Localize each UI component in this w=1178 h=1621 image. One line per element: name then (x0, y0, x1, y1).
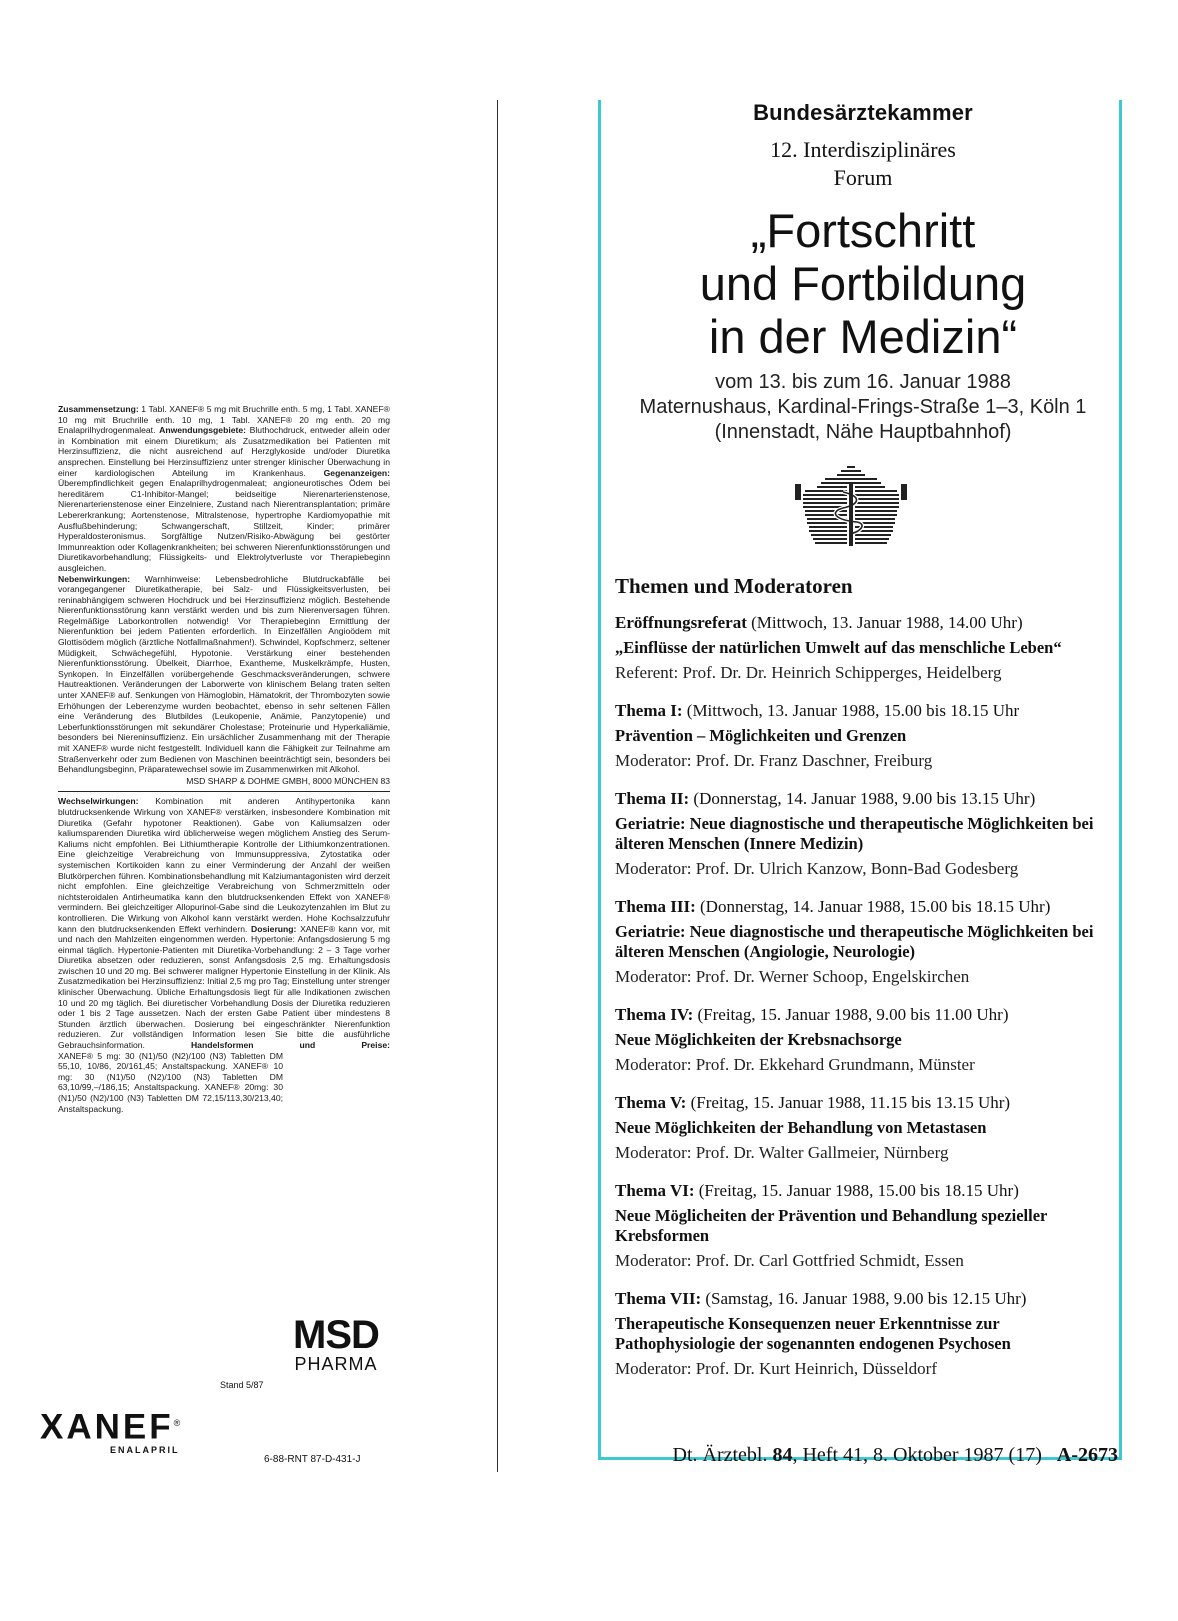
session-header (615, 612, 1109, 634)
contraindications-label: Gegenanzeigen: (323, 467, 390, 478)
drug-ad-text (58, 404, 390, 1114)
generic-name: ENALAPRIL (110, 1444, 180, 1455)
session-topic: Neue Möglichkeiten der Krebsnachsorge (615, 1030, 902, 1049)
session-moderator: Moderator: Prof. Dr. Kurt Heinrich, Düsseldorf (615, 1359, 937, 1378)
session-topic: Therapeutische Konsequenzen neuer Erkenntnisse zur Pathophysiologie der sogenannten endogenen Psychosen (615, 1314, 1011, 1353)
journal-issue: , Heft 41, 8. Oktober 1987 (17) (792, 1444, 1042, 1466)
ad-paragraph-interactions (58, 796, 390, 1114)
forum-line-2: Forum (833, 165, 893, 190)
venue-line-1: Maternushaus, Kardinal-Frings-Straße 1–3, Köln 1 (639, 396, 1087, 418)
session-header (615, 700, 1109, 722)
session-header (615, 788, 1109, 810)
organizer: Bundesärztekammer (753, 100, 973, 125)
page-footer (598, 1444, 1118, 1467)
date-venue (601, 370, 1125, 445)
packaging-text: XANEF® 5 mg: 30 (N1)/50 (N2)/100 (N3) Tabletten DM 55,10, 10/86, 20/161,45; Anstaltspackung. XANEF® 10 mg: 30 (N1)/50 (N2)/100 (N3) Tabletten DM 63,10/99,–/186,15; Anstaltspackung. XANEF® 20mg: 30 (N1)/50 (N2)/100 (N3) Tabletten DM 72,15/113,30/213,40; Anstaltspackung. (58, 1050, 283, 1114)
session-time: (Freitag, 15. Januar 1988, 11.15 bis 13.15 Uhr) (690, 1093, 1011, 1112)
forum-announcement-box (598, 100, 1122, 1460)
session-item (615, 1288, 1109, 1380)
session-time: (Donnerstag, 14. Januar 1988, 15.00 bis 18.15 Uhr) (700, 897, 1051, 916)
session-topic: Neue Möglichkeiten der Behandlung von Metastasen (615, 1118, 987, 1137)
session-label: Thema III: (615, 897, 696, 916)
venue-line-2: (Innenstadt, Nähe Hauptbahnhof) (714, 421, 1012, 443)
composition-label: Zusammensetzung: (58, 404, 139, 414)
session-list (615, 612, 1109, 1396)
forum-title (601, 204, 1125, 363)
session-moderator: Referent: Prof. Dr. Dr. Heinrich Schipperges, Heidelberg (615, 663, 1002, 682)
session-item (615, 1092, 1109, 1164)
indications-label: Anwendungsgebiete: (159, 425, 247, 436)
session-header (615, 1092, 1109, 1114)
title-line-2: und Fortbildung (699, 257, 1027, 310)
interactions-text: Kombination mit anderen Antihypertonika kann blutdrucksenkende Wirkung von XANEF® verstärken, insbesondere Kombination mit Diuretika (Gefahr hypotoner Reaktionen). Gabe von Kaliumsalzen oder kaliumsparenden Diuretika wird üblicherweise wegen möglichem Anstieg des Serum-Kaliums nicht empfohlen. Bei Lithiumtherapie Kontrolle der Lithiumkonzentrationen. Eine gleichzeitige Verabreichung von Immunsuppressiva, Zytostatika oder systemischen Kortikoiden kann zu einer Verminderung der Anzahl der weißen Blutkörperchen führen. Kombinationsbehandlung mit Kalziumantagonisten wird derzeit nicht empfohlen. Eine gleichzeitige Verabreichung von Schmerzmitteln oder nichtsteroidalen Antirheumatika kann den blutdrucksenkenden Effekt von XANEF® vermindern. Bei gleichzeitiger Allopurinol-Gabe sind die Leukozytenzahlen im Blut zu kontrollieren. Die Wirkung von Alkohol kann verstärkt werden. Hohe Kochsalzzufuhr kann den blutdrucksenkenden Effekt verhindern. (58, 796, 391, 934)
session-topic: Prävention – Möglichkeiten und Grenzen (615, 726, 907, 745)
journal-name: Dt. Ärztebl. (672, 1444, 768, 1466)
session-item (615, 1004, 1109, 1076)
aesculapius-crown-emblem-icon (791, 466, 911, 553)
session-label: Thema V: (615, 1093, 687, 1112)
ad-paragraph-main (58, 404, 390, 574)
date-line: vom 13. bis zum 16. Januar 1988 (715, 371, 1011, 393)
session-moderator: Moderator: Prof. Dr. Franz Daschner, Freiburg (615, 751, 933, 770)
session-label: Thema VI: (615, 1181, 695, 1200)
contraindications-text: Überempfindlichkeit gegen Enalaprilhydrogenmaleat; angioneurotisches Ödem bei hereditärem C1-Inhibitor-Mangel; beidseitige Nierenarterienstenose, Nierenarterienstenose einer Einzelniere, Zustand nach Nierentransplantation; primäre Lebererkrankung; Aortenstenose, Mitralstenose, hypertrophe Kardiomyopathie mit Ausflußbehinderung; Schwangerschaft, Stillzeit, Kinder; primärer Hyperaldosteronismus. Sorgfältige Nutzen/Risiko-Abwägung bei gestörter Immunreaktion oder Kollagenkrankheiten; bei schweren Nierenfunktionsstörungen und Diuretikavorbehandlung; Flüssigkeits- und Elektrolytverluste vor Therapiebeginn ausgleichen. (58, 478, 390, 573)
session-label: Thema I: (615, 701, 683, 720)
msd-pharma-logo (286, 1313, 386, 1374)
session-moderator: Moderator: Prof. Dr. Walter Gallmeier, Nürnberg (615, 1143, 949, 1162)
stand-date: Stand 5/87 (220, 1380, 264, 1390)
session-header (615, 1288, 1109, 1310)
session-header (615, 1004, 1109, 1026)
dosage-text: XANEF® kann vor, mit und nach den Mahlzeiten eingenommen werden. Hypertonie: Anfangsdosierung 5 mg einmal täglich. Hypertonie-Patienten mit Diuretika-Vorbehandlung: 2 – 3 Tage vorher Diuretika absetzen oder reduzieren, sonst Anfangsdosis 2,5 mg. Erhaltungsdosis zwischen 10 und 20 mg. Bei schwerer maligner Hypertonie Einstellung in der Klinik. Als Zusatzmedikation bei Herzinsuffizienz: Initial 2,5 mg pro Tag; Einstellung unter strenger klinischer Überwachung. Übliche Erhaltungsdosis liegt für alle Indikationen zwischen 10 und 20 mg täglich. Bei diuretischer Vorbehandlung Dosis der Diuretika reduzieren oder 1 bis 2 Tage aussetzen. Nach der ersten Gabe Patient über mindestens 8 Stunden ärztlich überwachen. Dosierung bei eingeschränkter Nierenfunktion reduzieren. Zur vollständigen Information lesen Sie bitte die ausführliche Gebrauchsinformation. (58, 923, 390, 1051)
session-time: (Freitag, 15. Januar 1988, 15.00 bis 18.15 Uhr) (698, 1181, 1019, 1200)
session-moderator: Moderator: Prof. Dr. Carl Gottfried Schmidt, Essen (615, 1251, 964, 1270)
registered-mark: ® (173, 1418, 184, 1428)
forum-line-1: 12. Interdisziplinäres (770, 137, 956, 162)
msd-logo-text: MSD (293, 1313, 379, 1357)
interactions-label: Wechselwirkungen: (58, 796, 139, 807)
title-line-1: „Fortschritt (750, 204, 976, 257)
section-heading: Themen und Moderatoren (615, 574, 853, 598)
session-topic: Neue Möglicheiten der Prävention und Behandlung spezieller Krebsformen (615, 1206, 1048, 1245)
session-moderator: Moderator: Prof. Dr. Ekkehard Grundmann, Münster (615, 1055, 975, 1074)
pharma-logo-text: PHARMA (294, 1354, 378, 1374)
session-item (615, 612, 1109, 684)
session-time: (Donnerstag, 14. Januar 1988, 9.00 bis 13.15 Uhr) (693, 789, 1036, 808)
column-divider (497, 100, 498, 1472)
dosage-label: Dosierung: (251, 923, 297, 934)
session-topic: „Einflüsse der natürlichen Umwelt auf das menschliche Leben“ (615, 638, 1062, 657)
session-moderator: Moderator: Prof. Dr. Ulrich Kanzow, Bonn-Bad Godesberg (615, 859, 1019, 878)
session-label: Thema VII: (615, 1289, 702, 1308)
session-item (615, 788, 1109, 880)
session-moderator: Moderator: Prof. Dr. Werner Schoop, Engelskirchen (615, 967, 970, 986)
session-topic: Geriatrie: Neue diagnostische und therapeutische Möglichkeiten bei älteren Menschen (Angiologie, Neurologie) (615, 922, 1094, 961)
manufacturer-line: MSD SHARP & DOHME GMBH, 8000 MÜNCHEN 83 (186, 775, 390, 786)
session-header (615, 1180, 1109, 1202)
session-label: Thema IV: (615, 1005, 694, 1024)
session-label: Eröffnungsreferat (615, 613, 747, 632)
divider-line (58, 791, 390, 792)
side-effects-text: Warnhinweise: Lebensbedrohliche Blutdruckabfälle bei vorangegangener Diuretikatherapie, bei Salz- und Flüssigkeitsverlusten, bei reninabhängigem schweren Hochdruck und bei Herzinsuffizienz möglich. Bestehende Nierenfunktionsstörung kann verstärkt werden und bis zum Nierenversagen führen. Regelmäßige Laborkontrollen notwendig! Vor Therapiebeginn Ermittlung der Nierenfunktion bei jedem Patienten erforderlich. In Einzelfällen Angioödem mit Glottisödem möglich (ärztliche Notfallmaßnahmen!). Schwindel, Kopfschmerz, seltener Müdigkeit, Schwächegefühl, Hypotonie. Verstärkung einer bestehenden Nierenfunktionsstörung. Übelkeit, Diarrhoe, Exantheme, Muskelkrämpfe, Husten, Synkopen. In Einzelfällen vorübergehende Geschmacksveränderungen, schwere Hautreaktionen. Veränderungen der Laborwerte von klinischem Belang traten selten unter XANEF® auf. Senkungen von Hämoglobin, Hämatokrit, der Thrombozyten sowie Erhöhungen der Leberenzyme wurden beobachtet, ebenso in sehr seltenen Fällen eine Veränderung des Blutbildes (Leukopenie, Anämie, Panzytopenie) und Leberfunktionsstörungen mit sekundärer Cholestase; Proteinurie und Hyperkaliämie, besonders bei Niereninsuffizienz. Ein ursächlicher Zusammenhang mit der Therapie mit XANEF® wurde nicht festgestellt. Individuell kann die Fähigkeit zur Teilnahme am Straßenverkehr oder zum Bedienen von Maschinen beeinträchtigt sein, besonders bei Behandlungsbeginn, Präparatewechsel sowie im Zusammenwirken mit Alkohol. (58, 573, 390, 775)
session-header (615, 896, 1109, 918)
session-time: (Mittwoch, 13. Januar 1988, 14.00 Uhr) (751, 613, 1023, 632)
composition-text: 1 Tabl. XANEF® 5 mg mit Bruchrille enth. 5 mg, 1 Tabl. XANEF® 10 mg mit Bruchrille enth. 10 mg, 1 Tabl. XANEF® 20 mg enth. 20 mg Enalaprilhydrogenmaleat. (58, 404, 390, 436)
page-number: A-2673 (1056, 1444, 1118, 1466)
session-time: (Mittwoch, 13. Januar 1988, 15.00 bis 18.15 Uhr (686, 701, 1020, 720)
session-time: (Freitag, 15. Januar 1988, 9.00 bis 11.00 Uhr) (697, 1005, 1009, 1024)
ad-paragraph-side-effects (58, 574, 390, 775)
side-effects-label: Nebenwirkungen: (58, 573, 131, 584)
session-item (615, 700, 1109, 772)
session-item (615, 896, 1109, 988)
session-time: (Samstag, 16. Januar 1988, 9.00 bis 12.15 Uhr) (705, 1289, 1027, 1308)
title-line-3: in der Medizin“ (708, 310, 1018, 363)
journal-volume: 84 (772, 1444, 793, 1466)
packaging-label: Handelsformen und Preise: (190, 1040, 390, 1051)
session-item (615, 1180, 1109, 1272)
indications-text: Bluthochdruck, entweder allein oder in Kombination mit einem Diuretikum; als Zusatzmedikation bei Patienten mit Herzinsuffizienz, die nicht ausreichend auf Herzglykoside und/oder Diuretika ansprechen. Einstellung bei Herzinsuffizienz unter strenger klinischer Überwachung in einer kardiologischen Abteilung im Krankenhaus. (58, 425, 391, 478)
session-topic: Geriatrie: Neue diagnostische und therapeutische Möglichkeiten bei älteren Menschen (Innere Medizin) (615, 814, 1094, 853)
ad-reference-code: 6-88-RNT 87-D-431-J (264, 1454, 361, 1465)
brand-name: XANEF (40, 1407, 174, 1447)
session-label: Thema II: (615, 789, 690, 808)
xanef-brand-logo (40, 1406, 183, 1455)
forum-subtitle (601, 136, 1125, 192)
